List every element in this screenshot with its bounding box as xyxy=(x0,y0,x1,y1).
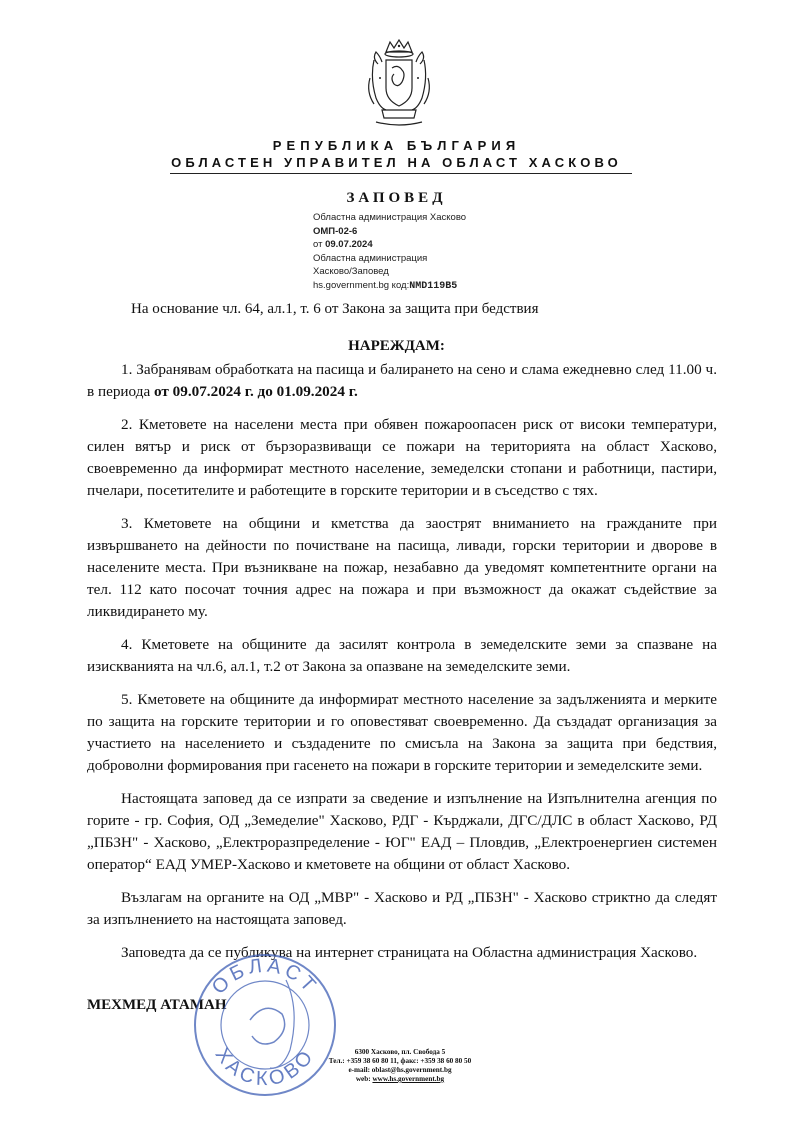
order-item-1-text: 1. Забранявам обработката на пасища и балирането на сено и слама ежедневно след 11.00 ч. в периода xyxy=(87,361,717,400)
country-heading: РЕПУБЛИКА БЪЛГАРИЯ xyxy=(272,138,521,153)
order-body xyxy=(87,359,717,975)
legal-basis: На основание чл. 64, ал.1, т. 6 от Закона за защита при бедствия xyxy=(131,301,539,317)
order-item-5: 5. Кметовете на общините да информират местното население за задълженията и мерките по защита на горските територии и го оповестяват своевременно. Да създадат организация за участието на населението и създадените по смисъла на Закона за защита при бедствия, доброволни формирования при гасенето на пожари в горските територии и земеделските земи. xyxy=(87,691,717,774)
svg-text:ОБЛАСТ xyxy=(208,954,323,998)
stamp-bottom-text: ХАСКОВО xyxy=(210,1044,320,1091)
order-item-2: 2. Кметовете на населени места при обявен пожароопасен риск от високи температури, силен вятър и риск от бързоразвиващи се пожари на територията на област Хасково, своевременно да информират местното население, земеделски стопани и работници, пастири, пчелари, посетителите и работещите в горските територии и в съседство с тях. xyxy=(87,416,717,499)
registration-block xyxy=(313,211,466,294)
authority-heading: ОБЛАСТЕН УПРАВИТЕЛ НА ОБЛАСТ ХАСКОВО xyxy=(171,155,622,170)
registration-number: ОМП-02-6 xyxy=(313,225,358,237)
registration-type: Хасково/Заповед xyxy=(313,266,389,278)
footer-address: 6300 Хасково, пл. Свобода 5 xyxy=(354,1048,446,1056)
footer-web-prefix: web: xyxy=(355,1075,373,1083)
order-item-4: 4. Кметовете на общините да засилят контрола в земеделските земи за спазване на изискванията на чл.6, ал.1, т.2 от Закона за опазване на земеделските земи. xyxy=(87,636,717,675)
document-title: ЗАПОВЕД xyxy=(346,190,447,206)
registration-date: 09.07.2024 xyxy=(325,239,373,251)
order-heading: НАРЕЖДАМ: xyxy=(348,338,445,354)
distribution-paragraph: Настоящата заповед да се изпрати за сведение и изпълнение на Изпълнителна агенция по горите - гр. София, ОД „Земеделие" Хасково, РДГ - Кърджали, ДГС/ДЛС в област Хасково, РД „ПБЗН" - Хасково, „Електроразпределение - ЮГ" ЕАД – Пловдив, „Електроенергиен системен оператор“ ЕАД УМЕР-Хасково и кметовете на общини от област Хасково. xyxy=(87,790,717,873)
header-divider xyxy=(170,173,632,174)
order-item-3: 3. Кметовете на общини и кметства да заострят вниманието на гражданите при извършването на дейности по почистване на пасища, ливади, горски територии и дворове в населените места. При възникване на пожар, незабавно да уведомят компетентните органи на тел. 112 като посочат точния адрес на пожара и при възможност да окажат съдействие за ликвидирането му. xyxy=(87,515,717,620)
footer-web-line xyxy=(300,1075,500,1084)
registration-date-line xyxy=(313,238,466,252)
stamp-top-text: ОБЛАСТ xyxy=(207,954,323,999)
order-period: от 09.07.2024 г. до 01.09.2024 г. xyxy=(153,383,358,400)
coat-of-arms-icon xyxy=(364,38,434,128)
assignment-paragraph: Възлагам на органите на ОД „МВР" - Хасково и РД „ПБЗН" - Хасково стриктно да следят за изпълнението на настоящата заповед. xyxy=(87,889,717,928)
registration-code: NMD119B5 xyxy=(409,280,458,292)
registration-org: Областна администрация Хасково xyxy=(313,212,467,223)
footer-web-link[interactable]: www.hs.government.bg xyxy=(372,1075,445,1083)
publication-paragraph: Заповедта да се публикува на интернет страницата на Областна администрация Хасково. xyxy=(121,944,698,961)
footer-phone: Тел.: +359 38 60 80 11, факс: +359 38 60 80 50 xyxy=(328,1057,472,1065)
footer-email: e-mail: oblast@hs.government.bg xyxy=(348,1066,452,1074)
registration-date-prefix: от xyxy=(313,239,323,251)
registration-org-line: Областна администрация xyxy=(313,252,428,264)
contact-footer xyxy=(300,1048,500,1084)
order-item-1 xyxy=(87,359,717,403)
signatory-name: МЕХМЕД АТАМАН xyxy=(87,997,227,1013)
registration-code-line xyxy=(313,279,466,294)
registration-site: hs.government.bg код: xyxy=(313,279,410,291)
